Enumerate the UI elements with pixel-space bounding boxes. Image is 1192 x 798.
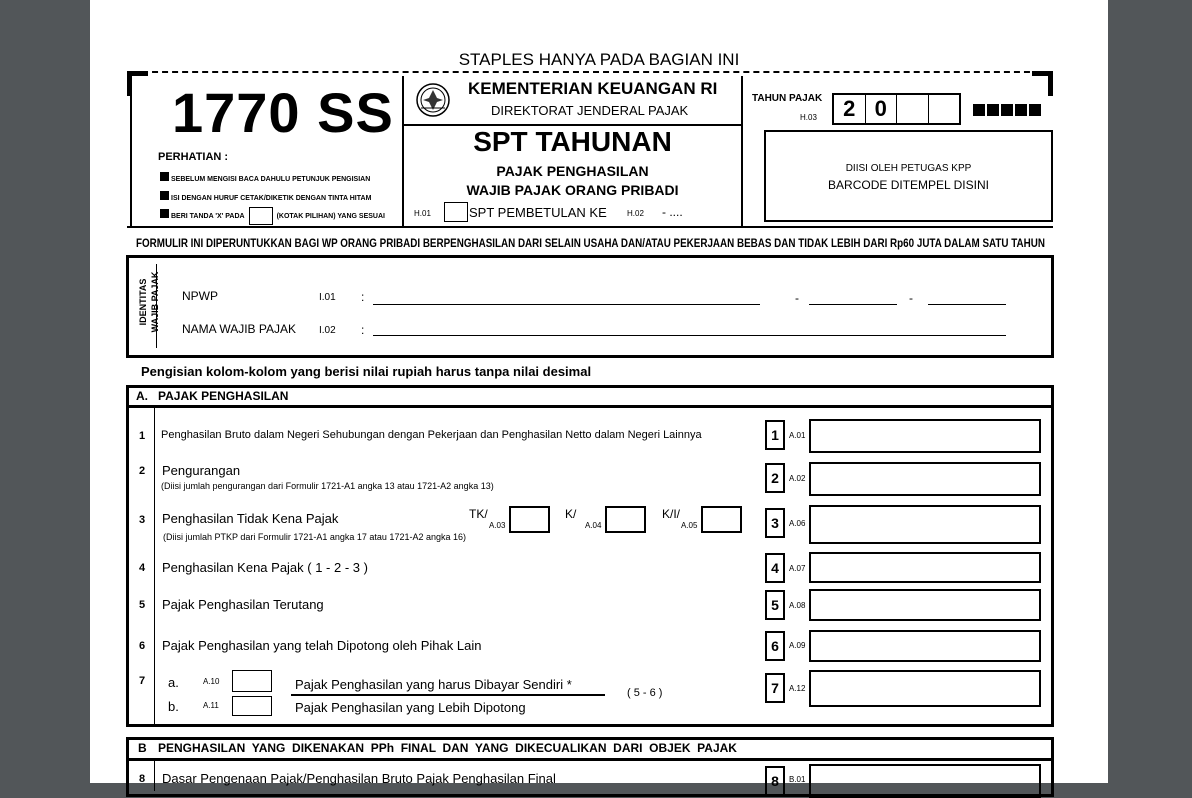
ministry-title: KEMENTERIAN KEUANGAN RI	[468, 79, 718, 98]
row-6-value-field[interactable]	[809, 630, 1041, 662]
section-b-number-column	[154, 761, 155, 791]
npwp-code: I.01	[319, 292, 336, 303]
row-7-code: A.12	[789, 684, 806, 693]
row-1-value-field[interactable]	[809, 419, 1041, 453]
row-2-box-number: 2	[765, 463, 785, 493]
npwp-dash-1: -	[795, 291, 799, 305]
barcode-line-2: BARCODE DITEMPEL DISINI	[828, 178, 989, 192]
ptkp-tk-code: A.03	[489, 521, 506, 530]
pembetulan-checkbox[interactable]	[444, 202, 468, 222]
section-a-letter: A.	[136, 389, 148, 403]
row-8-code: B.01	[789, 775, 806, 784]
section-b-title: PENGHASILAN YANG DIKENAKAN PPh FINAL DAN YANG DIKECUALIKAN DARI OBJEK PAJAK	[158, 741, 737, 755]
row-8-number: 8	[139, 773, 146, 785]
npwp-label: NPWP	[182, 289, 218, 303]
staples-text: STAPLES HANYA PADA BAGIAN INI	[458, 50, 740, 69]
header-bottom-line	[127, 226, 1053, 228]
row-5-box-number: 5	[765, 590, 785, 620]
row-5-label: Pajak Penghasilan Terutang	[162, 597, 324, 612]
row-4-value-field[interactable]	[809, 552, 1041, 583]
row-4-box-number: 4	[765, 553, 785, 583]
row-5-value-field[interactable]	[809, 589, 1041, 621]
ptkp-ki-label: K/I/	[662, 507, 681, 521]
form-code: 1770 SS	[172, 81, 394, 144]
form-banner: FORMULIR INI DIPERUNTUKKAN BAGI WP ORANG PRIBADI BERPENGHASILAN DARI SELAIN USAHA DAN/ATAU PEKERJAAN BEBAS DAN TIDAK LEBIH DARI Rp60 JUTA DALAM SATU TAHUN	[136, 236, 1045, 250]
ptkp-k-label: K/	[565, 507, 577, 521]
row-7-value-field[interactable]	[809, 670, 1041, 707]
row-3-box-number: 3	[765, 508, 785, 538]
tax-year-boxes[interactable]	[832, 93, 961, 125]
instruction-text: Pengisian kolom-kolom yang berisi nilai rupiah harus tanpa nilai desimal	[141, 364, 592, 379]
row-1-number: 1	[139, 430, 146, 442]
row-3-note: (Diisi jumlah PTKP dari Formulir 1721-A1 angka 17 atau 1721-A2 angka 16)	[163, 532, 466, 542]
row-8-value-field[interactable]	[809, 764, 1041, 798]
section-b-header-line	[126, 758, 1054, 761]
h02-code: H.02	[627, 209, 644, 218]
attention-item-2: ISI DENGAN HURUF CETAK/DIKETIK DENGAN TINTA HITAM	[160, 191, 371, 202]
row-1-code: A.01	[789, 431, 806, 440]
name-code: I.02	[319, 325, 336, 336]
tax-year-digit-2[interactable]: 0	[866, 95, 898, 123]
ptkp-tk-field[interactable]	[509, 506, 550, 533]
row-3-code: A.06	[789, 519, 806, 528]
row-6-box-number: 6	[765, 631, 785, 661]
row-7b-checkbox[interactable]	[232, 696, 272, 716]
row-2-note: (Diisi jumlah pengurangan dari Formulir 1721-A1 angka 13 atau 1721-A2 angka 13)	[161, 481, 494, 491]
npwp-field-2[interactable]	[809, 304, 897, 305]
identity-box	[126, 255, 1054, 358]
npwp-dash-2: -	[909, 291, 913, 305]
h02-value[interactable]: - ....	[662, 205, 683, 219]
row-2-number: 2	[139, 465, 146, 477]
row-7a-text: Pajak Penghasilan yang harus Dibayar Sendiri *	[295, 677, 572, 692]
row-7b-code: A.11	[203, 701, 219, 710]
row-7-formula: ( 5 - 6 )	[627, 687, 663, 699]
row-2-code: A.02	[789, 474, 806, 483]
row-7-fraction-line	[291, 694, 605, 696]
row-5-code: A.08	[789, 601, 806, 610]
alignment-marks	[973, 103, 1043, 121]
tax-year-digit-3[interactable]	[897, 95, 929, 123]
tax-year-digit-1[interactable]: 2	[834, 95, 866, 123]
corner-mark-right	[1032, 71, 1053, 96]
npwp-field-1[interactable]	[373, 304, 760, 305]
example-checkbox	[249, 207, 273, 225]
form-page	[90, 0, 1108, 789]
ptkp-k-field[interactable]	[605, 506, 646, 533]
row-7b-letter: b.	[168, 699, 179, 714]
tax-year-digit-4[interactable]	[929, 95, 960, 123]
section-a-header-line	[126, 405, 1054, 408]
barcode-line-1: DIISI OLEH PETUGAS KPP	[845, 163, 972, 174]
name-label: NAMA WAJIB PAJAK	[182, 322, 297, 336]
row-4-label: Penghasilan Kena Pajak ( 1 - 2 - 3 )	[162, 560, 368, 575]
spt-title: SPT TAHUNAN	[473, 126, 672, 157]
ptkp-k-code: A.04	[585, 521, 602, 530]
ptkp-tk-label: TK/	[469, 507, 488, 521]
row-7a-letter: a.	[168, 675, 179, 690]
spt-line-1: PAJAK PENGHASILAN	[496, 163, 649, 179]
row-8-label: Dasar Pengenaan Pajak/Penghasilan Bruto Pajak Penghasilan Final	[162, 771, 556, 786]
row-3-number: 3	[139, 514, 146, 526]
row-7-box-number: 7	[765, 673, 785, 703]
row-1-box-number: 1	[765, 420, 785, 450]
row-4-number: 4	[139, 562, 146, 574]
row-7b-text: Pajak Penghasilan yang Lebih Dipotong	[295, 700, 526, 715]
row-3-value-field[interactable]	[809, 505, 1041, 544]
section-a-number-column	[154, 408, 155, 724]
npwp-field-3[interactable]	[928, 304, 1006, 305]
attention-title: PERHATIAN :	[158, 151, 229, 163]
ptkp-ki-field[interactable]	[701, 506, 742, 533]
name-colon: :	[361, 323, 365, 337]
row-6-label: Pajak Penghasilan yang telah Dipotong oleh Pihak Lain	[162, 638, 482, 653]
row-2-value-field[interactable]	[809, 462, 1041, 496]
emblem-icon	[415, 82, 451, 118]
tax-year-code: H.03	[800, 113, 817, 122]
left-border	[130, 76, 132, 228]
section-b-letter: B	[138, 741, 147, 755]
staples-dashed-line	[132, 71, 1050, 73]
attention-item-1: SEBELUM MENGISI BACA DAHULU PETUNJUK PENGISIAN	[160, 172, 370, 183]
identity-side-label-2: WAJIB PAJAK	[150, 271, 160, 333]
row-7a-code: A.10	[203, 677, 220, 686]
ministry-subtitle: DIREKTORAT JENDERAL PAJAK	[491, 103, 689, 118]
npwp-colon: :	[361, 290, 365, 304]
row-3-label: Penghasilan Tidak Kena Pajak	[162, 511, 339, 526]
h01-code: H.01	[414, 209, 431, 218]
barcode-area	[764, 130, 1053, 222]
pembetulan-label: SPT PEMBETULAN KE	[469, 205, 607, 220]
section-a-title: PAJAK PENGHASILAN	[158, 389, 289, 403]
row-6-number: 6	[139, 640, 146, 652]
row-2-label: Pengurangan	[162, 463, 241, 478]
row-4-code: A.07	[789, 564, 806, 573]
tax-year-label: TAHUN PAJAK	[752, 93, 823, 104]
row-5-number: 5	[139, 599, 146, 611]
row-7a-checkbox[interactable]	[232, 670, 272, 692]
spt-line-2: WAJIB PAJAK ORANG PRIBADI	[466, 182, 679, 198]
row-1-label: Penghasilan Bruto dalam Negeri Sehubungan dengan Pekerjaan dan Penghasilan Netto dalam Negeri Lainnya	[161, 429, 702, 441]
row-6-code: A.09	[789, 641, 806, 650]
row-8-box-number: 8	[765, 766, 785, 796]
attention-item-3: BERI TANDA 'X' PADA (KOTAK PILIHAN) YANG SESUAI	[160, 207, 385, 225]
row-7-number: 7	[139, 675, 146, 687]
name-field[interactable]	[373, 335, 1006, 336]
ptkp-ki-code: A.05	[681, 521, 698, 530]
identity-side-label-1: IDENTITAS	[138, 278, 148, 326]
